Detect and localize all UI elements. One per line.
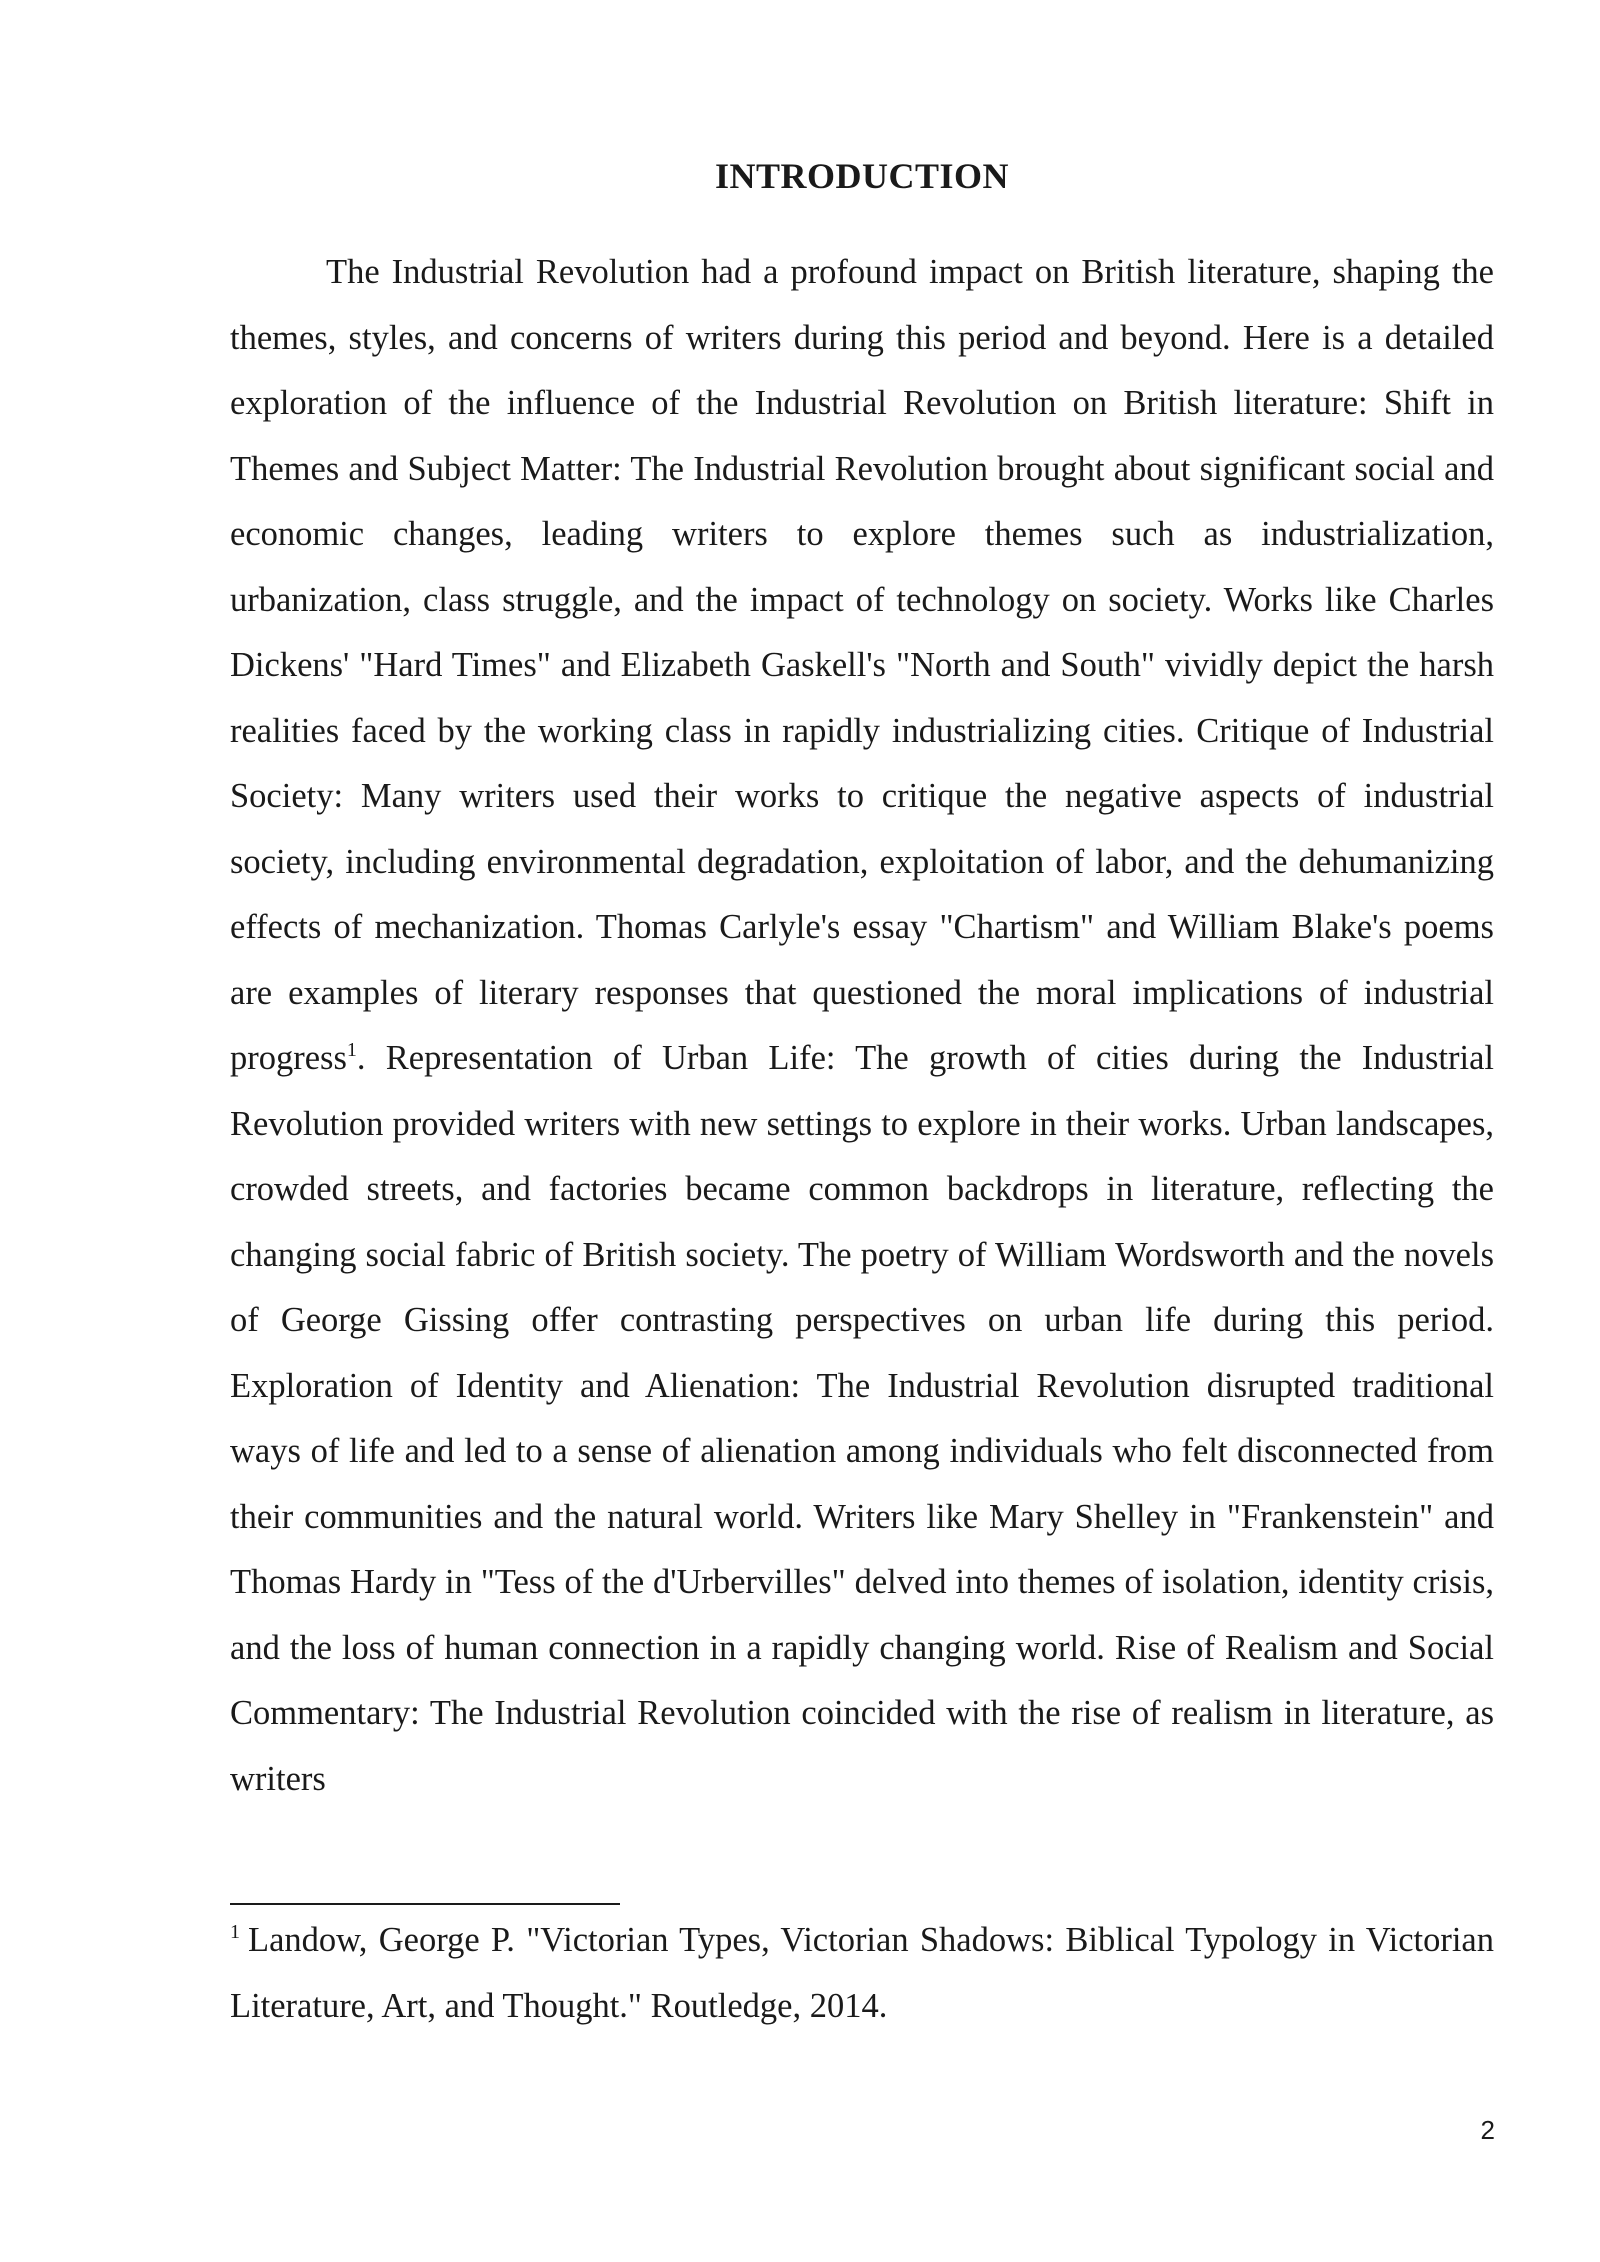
page-number: 2 [1480,2115,1495,2145]
footnote-reference[interactable]: 1 [346,1039,357,1061]
footnote-separator [230,1903,620,1905]
footnote-number: 1 [230,1921,240,1943]
paragraph-text-part-1: The Industrial Revolution had a profound impact on British literature, shaping the themes, styles, and concerns of writers during this period and beyond. Here is a detailed exploration of the influence of the Industrial Revolution on British literature: Shift in Themes and Subject Matter: The Industrial Revolution brought about significant social and economic changes, leading writers to explore themes such as industrialization, urbanization, class struggle, and the impact of technology on society. Works like Charles Dickens' "Hard Times" and Elizabeth Gaskell's "North and South" vividly depict the harsh realities faced by the working class in rapidly industrializing cities. Critique of Industrial Society: Many writers used their works to critique the negative aspects of industrial society, including environmental degradation, exploitation of labor, and the dehumanizing effects of mechanization. Thomas Carlyle's essay "Chartism" and William Blake's poems are examples of literary responses that questioned the moral implications of industrial progress [230,253,1494,1077]
footnote [230,1908,1494,2039]
section-heading: INTRODUCTION [714,156,1010,196]
body-paragraph [230,240,1494,1812]
footnote-text: Landow, George P. "Victorian Types, Victorian Shadows: Biblical Typology in Victorian Literature, Art, and Thought." Routledge, 2014. [230,1921,1494,2025]
paragraph-text-part-2: . Representation of Urban Life: The growth of cities during the Industrial Revolution provided writers with new settings to explore in their works. Urban landscapes, crowded streets, and factories became common backdrops in literature, reflecting the changing social fabric of British society. The poetry of William Wordsworth and the novels of George Gissing offer contrasting perspectives on urban life during this period. Exploration of Identity and Alienation: The Industrial Revolution disrupted traditional ways of life and led to a sense of alienation among individuals who felt disconnected from their communities and the natural world. Writers like Mary Shelley in "Frankenstein" and Thomas Hardy in "Tess of the d'Urbervilles" delved into themes of isolation, identity crisis, and the loss of human connection in a rapidly changing world. Rise of Realism and Social Commentary: The Industrial Revolution coincided with the rise of realism in literature, as writers [230,1039,1494,1798]
